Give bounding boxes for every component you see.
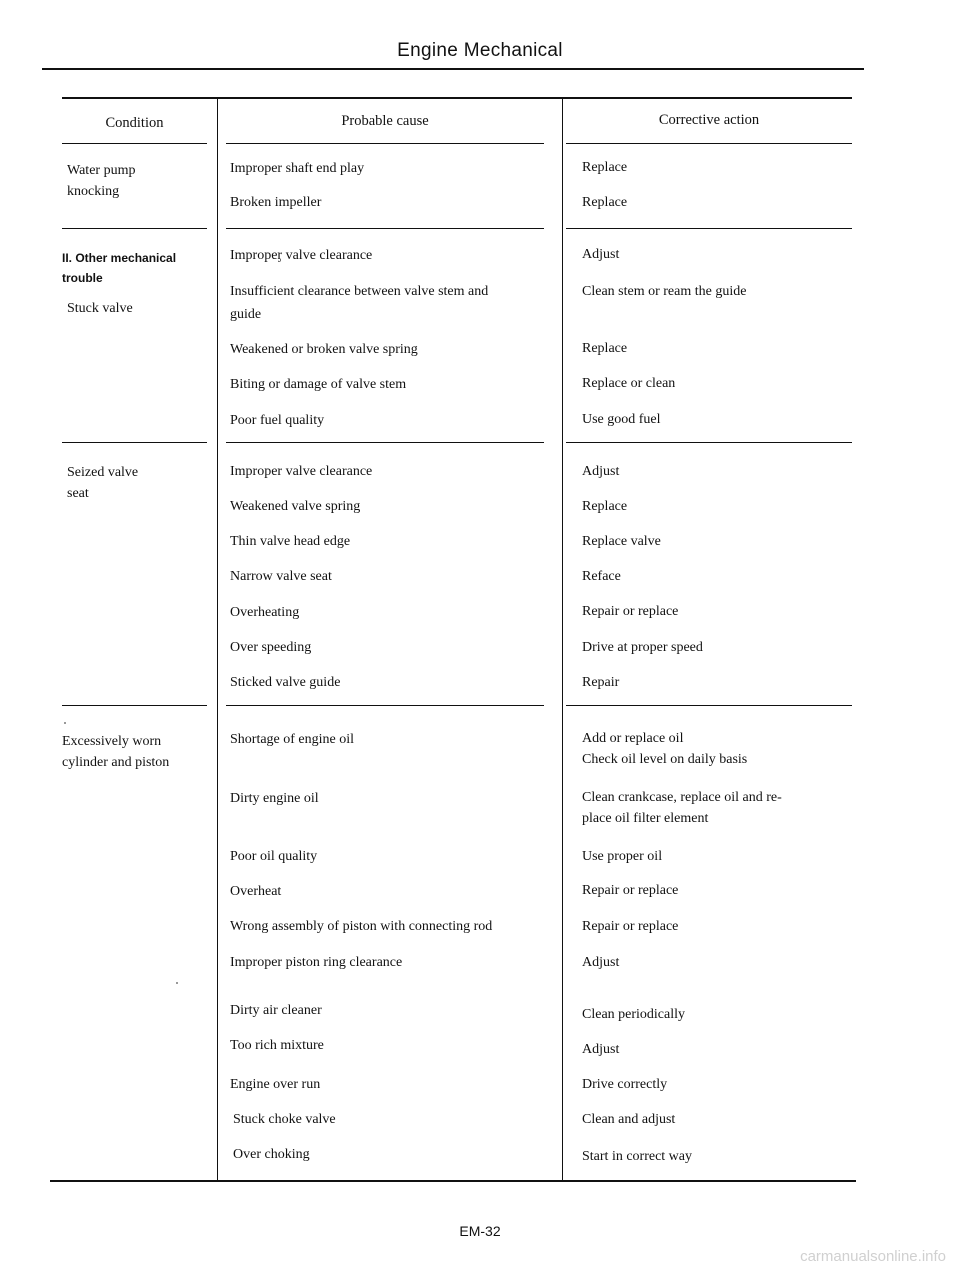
action-cell: Adjust [582,955,620,970]
table-top-rule [62,97,852,99]
cause-cell: Improper shaft end play [230,161,365,176]
condition-line: Excessively worn [62,734,162,749]
cause-cell: Dirty engine oil [230,791,319,806]
scan-speck [64,722,66,724]
action-cell: Add or replace oil [582,731,684,746]
cause-cell: Poor fuel quality [230,413,325,428]
action-cell: Replace [582,160,628,175]
action-cell: Replace [582,499,628,514]
action-cell: Clean stem or ream the guide [582,284,747,299]
header-bottom-rule-right [566,143,852,144]
cause-cell: Dirty air cleaner [230,1003,322,1018]
cause-cell: Weakened or broken valve spring [230,342,418,357]
table-bottom-rule [50,1180,856,1182]
header-bottom-rule-mid [226,143,544,144]
cause-cell: Over choking [233,1147,310,1162]
action-cell: Adjust [582,1042,620,1057]
action-cell: Repair or replace [582,883,679,898]
cause-cell: Stuck choke valve [233,1112,336,1127]
action-cell: Repair or replace [582,919,679,934]
cause-cell: Overheat [230,884,282,899]
cause-cell: guide [230,307,262,322]
action-cell: Clean and adjust [582,1112,676,1127]
cause-cell: Poor oil quality [230,849,318,864]
condition-line: knocking [67,184,120,199]
action-cell: Clean crankcase, replace oil and re- [582,790,782,805]
cause-cell: Overheating [230,605,300,620]
column-divider-1 [217,97,218,1182]
section-rule-3-mid [226,705,544,706]
cause-cell: Improper piston ring clearance [230,955,403,970]
action-cell: Drive correctly [582,1077,668,1092]
action-cell: Replace [582,195,628,210]
action-cell: Replace valve [582,534,661,549]
action-cell: Start in correct way [582,1149,693,1164]
section-rule-2-left [62,442,207,443]
action-cell: Check oil level on daily basis [582,752,748,767]
cause-cell: Engine over run [230,1077,321,1092]
header-probable-cause: Probable cause [341,113,429,129]
condition-line: Seized valve [67,465,139,480]
header-condition: Condition [105,115,164,131]
cause-cell: Insufficient clearance between valve stem and [230,284,489,299]
column-divider-2 [562,97,563,1182]
action-cell: Use good fuel [582,412,661,427]
action-cell: Drive at proper speed [582,640,703,655]
cause-cell: Broken impeller [230,195,322,210]
action-cell: Use proper oil [582,849,663,864]
condition-line: Stuck valve [67,301,133,316]
action-cell: Repair or replace [582,604,679,619]
page-number: EM-32 [459,1223,501,1239]
action-cell: Clean periodically [582,1007,686,1022]
header-bottom-rule-left [62,143,207,144]
action-cell: Replace [582,341,628,356]
section-rule-3-left [62,705,207,706]
action-cell: Reface [582,569,621,584]
cause-cell: Weakened valve spring [230,499,361,514]
action-cell: Adjust [582,247,620,262]
action-cell: place oil filter element [582,811,709,826]
cause-cell: Biting or damage of valve stem [230,377,407,392]
watermark: carmanualsonline.info [800,1248,946,1265]
action-cell: Replace or clean [582,376,676,391]
cause-cell: Sticked valve guide [230,675,341,690]
cause-cell: Improper valve clearance [230,464,373,479]
condition-line: Water pump [67,163,136,178]
section-heading: trouble [62,271,103,285]
section-rule-3-right [566,705,852,706]
cause-cell: Over speeding [230,640,312,655]
header-corrective-action: Corrective action [658,112,760,128]
section-rule-2-mid [226,442,544,443]
action-cell: Adjust [582,464,620,479]
section-rule-1-right [566,228,852,229]
cause-cell: Wrong assembly of piston with connecting rod [230,919,493,934]
cause-cell: Too rich mixture [230,1038,324,1053]
section-heading: II. Other mechanical [62,251,177,265]
cause-cell: Shortage of engine oil [230,732,355,747]
cause-cell: Impropeᶉ valve clearance [230,248,373,263]
condition-line: seat [67,486,89,501]
scan-speck [176,982,178,984]
section-rule-1-mid [226,228,544,229]
section-rule-2-right [566,442,852,443]
page-title: Engine Mechanical [397,40,563,61]
section-rule-1-left [62,228,207,229]
header-rule [42,68,864,70]
cause-cell: Thin valve head edge [230,534,351,549]
cause-cell: Narrow valve seat [230,569,332,584]
action-cell: Repair [582,675,620,690]
condition-line: cylinder and piston [62,755,170,770]
